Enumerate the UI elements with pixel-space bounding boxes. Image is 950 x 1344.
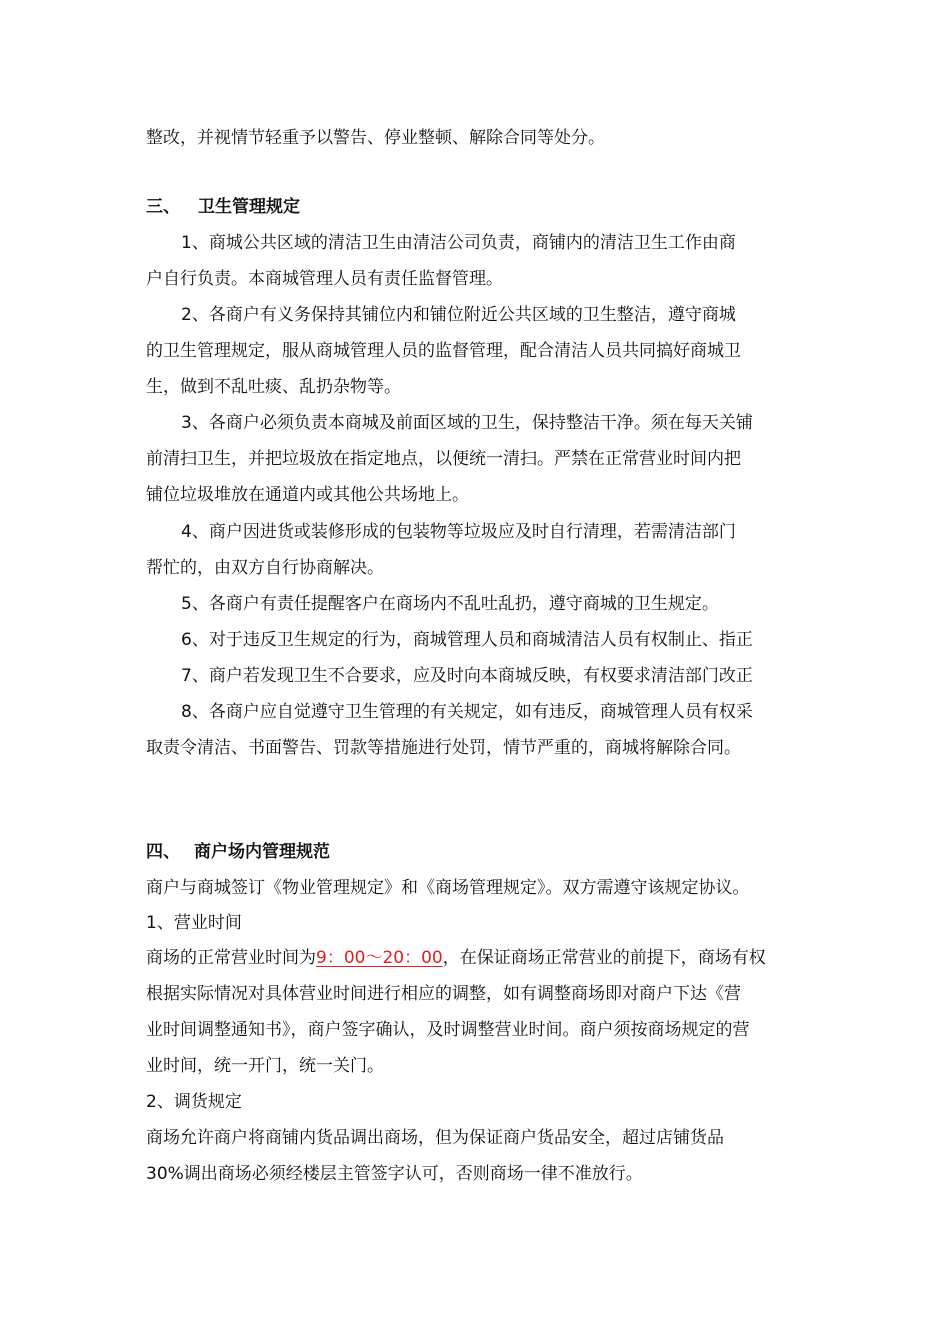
business-hours-highlight: 9：00～20：00	[316, 948, 443, 968]
section-heading-3	[146, 190, 810, 224]
paragraph-line: 取责令清洁、书面警告、罚款等措施进行处罚，情节严重的，商城将解除合同。	[146, 738, 741, 758]
paragraph-line: 户自行负责。本商城管理人员有责任监督管理。	[146, 269, 503, 289]
paragraph-line: 商场允许商户将商铺内货品调出商场，但为保证商户货品安全，超过店铺货品	[146, 1128, 724, 1148]
paragraph-line: 生，做到不乱吐痰、乱扔杂物等。	[146, 377, 401, 397]
subsection-title: 1、营业时间	[146, 913, 242, 933]
paragraph-line: 铺位垃圾堆放在通道内或其他公共场地上。	[146, 485, 469, 505]
paragraph-line: 前清扫卫生，并把垃圾放在指定地点，以便统一清扫。严禁在正常营业时间内把	[146, 449, 741, 469]
paragraph-line: 3、各商户必须负责本商城及前面区域的卫生，保持整洁干净。须在每天关铺	[181, 413, 753, 433]
paragraph-line: 整改，并视情节轻重予以警告、停业整顿、解除合同等处分。	[146, 128, 605, 148]
section-title: 商户场内管理规范	[194, 842, 330, 862]
section-number: 三、	[146, 197, 180, 217]
paragraph-line: 帮忙的，由双方自行协商解决。	[146, 558, 384, 578]
paragraph-line: 的卫生管理规定，服从商城管理人员的监督管理，配合清洁人员共同搞好商城卫	[146, 341, 741, 361]
paragraph-line	[146, 941, 810, 975]
text-run: 商场的正常营业时间为	[146, 948, 316, 968]
paragraph-line: 8、各商户应自觉遵守卫生管理的有关规定，如有违反，商城管理人员有权采	[181, 702, 753, 722]
paragraph-line: 1、商城公共区域的清洁卫生由清洁公司负责，商铺内的清洁卫生工作由商	[181, 233, 736, 253]
paragraph-line: 业时间调整通知书》，商户签字确认，及时调整营业时间。商户须按商场规定的营	[146, 1020, 750, 1040]
paragraph-line: 6、对于违反卫生规定的行为，商城管理人员和商城清洁人员有权制止、指正	[181, 630, 753, 650]
paragraph-line: 业时间，统一开门，统一关门。	[146, 1056, 384, 1076]
section-title: 卫生管理规定	[198, 197, 300, 217]
paragraph-line: 根据实际情况对具体营业时间进行相应的调整，如有调整商场即对商户下达《营	[146, 984, 741, 1004]
paragraph-line: 5、各商户有责任提醒客户在商场内不乱吐乱扔，遵守商城的卫生规定。	[181, 594, 719, 614]
text-run: ，在保证商场正常营业的前提下，商场有权	[442, 948, 766, 968]
paragraph-line: 商户与商城签订《物业管理规定》和《商场管理规定》。双方需遵守该规定协议。	[146, 878, 750, 898]
section-heading-4	[146, 835, 810, 869]
subsection-title: 2、调货规定	[146, 1092, 242, 1112]
paragraph-line: 7、商户若发现卫生不合要求，应及时向本商城反映，有权要求清洁部门改正	[181, 666, 753, 686]
paragraph-line: 2、各商户有义务保持其铺位内和铺位附近公共区域的卫生整洁，遵守商城	[181, 305, 736, 325]
section-number: 四、	[146, 842, 180, 862]
paragraph-line: 4、商户因进货或装修形成的包装物等垃圾应及时自行清理，若需清洁部门	[181, 522, 736, 542]
paragraph-line: 30%调出商场必须经楼层主管签字认可，否则商场一律不准放行。	[146, 1164, 643, 1184]
